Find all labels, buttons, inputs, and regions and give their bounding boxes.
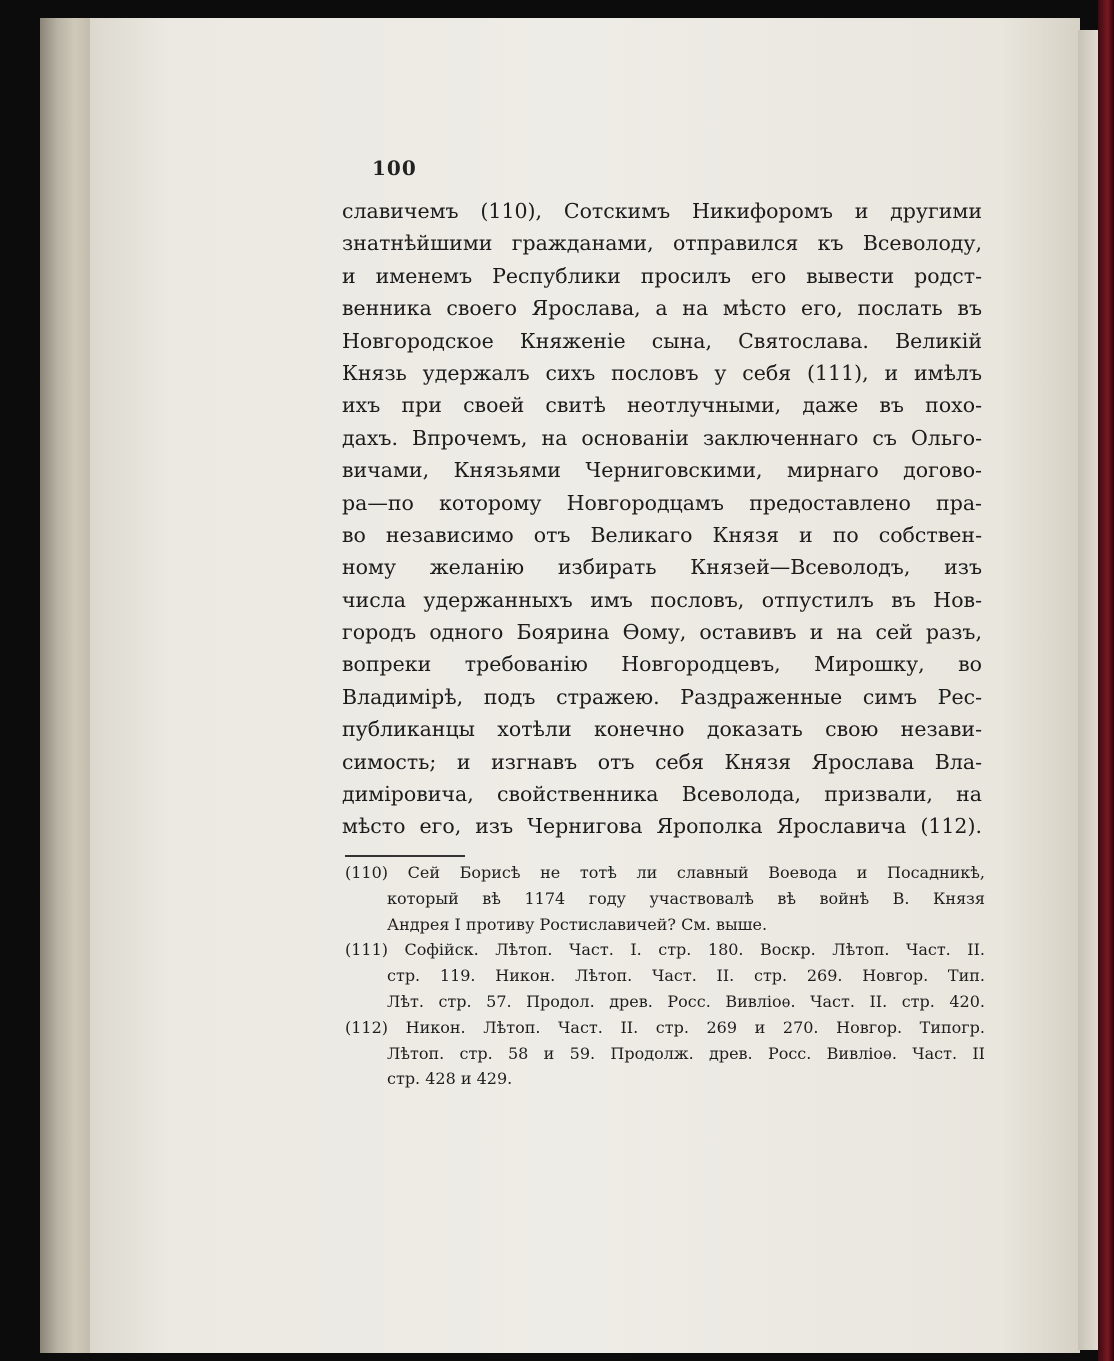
body-line: славичемъ (110), Сотскимъ Никифоромъ и другими [342, 199, 982, 223]
body-line: Князь удержалъ сихъ пословъ у себя (111), и имѣлъ [342, 360, 982, 385]
footnote-rule [345, 855, 465, 857]
body-line: дахъ. Впрочемъ, на основаніи заключеннаго съ Ольго- [342, 425, 982, 450]
body-line: публиканцы хотѣли конечно доказать свою незави- [342, 717, 982, 742]
body-line: мѣсто его, изъ Чернигова Ярополка Ярославича (112). [342, 814, 982, 839]
body-line: диміровича, свойственника Всеволода, призвали, на [342, 782, 982, 807]
book-cover-edge [1098, 0, 1114, 1361]
page-number: 100 [372, 156, 417, 180]
footnote-line: (112) Никон. Лѣтоп. Част. II. стр. 269 и 270. Новгор. Типогр. [345, 1017, 985, 1037]
footnote-line: (110) Сей Борисѣ не тотѣ ли славный Воевода и Посадникѣ, [345, 863, 985, 882]
body-line: венника своего Ярослава, а на мѣсто его, послать въ [342, 296, 982, 321]
body-line: симость; и изгнавъ отъ себя Князя Ярослава Вла- [342, 749, 982, 774]
footnote-line: (111) Софійск. Лѣтоп. Част. I. стр. 180. Воскр. Лѣтоп. Част. II. [345, 940, 985, 960]
body-line: Новгородское Княженіе сына, Святослава. Великій [342, 328, 982, 353]
body-text [342, 195, 982, 843]
body-line: городъ одного Боярина Ѳому, оставивъ и на сей разъ, [342, 620, 982, 645]
body-line: ра—по которому Новгородцамъ предоставлено пра- [342, 490, 982, 515]
footnote-line: стр. 119. Никон. Лѣтоп. Част. II. стр. 269. Новгор. Тип. [387, 966, 985, 986]
footnote-line: который вѣ 1174 году участвовалѣ вѣ войнѣ В. Князя [387, 888, 985, 908]
footnote-line: Лѣт. стр. 57. Продол. древ. Росс. Вивліоѳ. Част. II. стр. 420. [387, 991, 985, 1011]
body-line: и именемъ Республики просилъ его вывести родст- [342, 263, 982, 288]
body-line: числа удержанныхъ имъ пословъ, отпустилъ въ Нов- [342, 587, 982, 612]
body-line: Владимірѣ, подъ стражею. Раздраженные симъ Рес- [342, 684, 982, 709]
body-line: ному желанію избирать Князей—Всеволодъ, изъ [342, 555, 982, 580]
body-line: вопреки требованію Новгородцевъ, Мирошку, во [342, 652, 982, 677]
footnote-line: Лѣтоп. стр. 58 и 59. Продолж. древ. Росс. Вивліоѳ. Част. II [387, 1043, 985, 1063]
footnotes [345, 860, 985, 1092]
body-line: ихъ при своей свитѣ неотлучными, даже въ похо- [342, 393, 982, 418]
footnote-line: стр. 428 и 429. [387, 1069, 513, 1089]
body-line: знатнѣйшими гражданами, отправился къ Всеволоду, [342, 231, 982, 256]
footnote-line: Андрея I противу Ростиславичей? См. выше. [387, 914, 768, 934]
facing-page-edge [1078, 30, 1100, 1350]
body-line: во независимо отъ Великаго Князя и по собствен- [342, 522, 982, 547]
body-line: вичами, Князьями Черниговскими, мирнаго догово- [342, 458, 982, 483]
